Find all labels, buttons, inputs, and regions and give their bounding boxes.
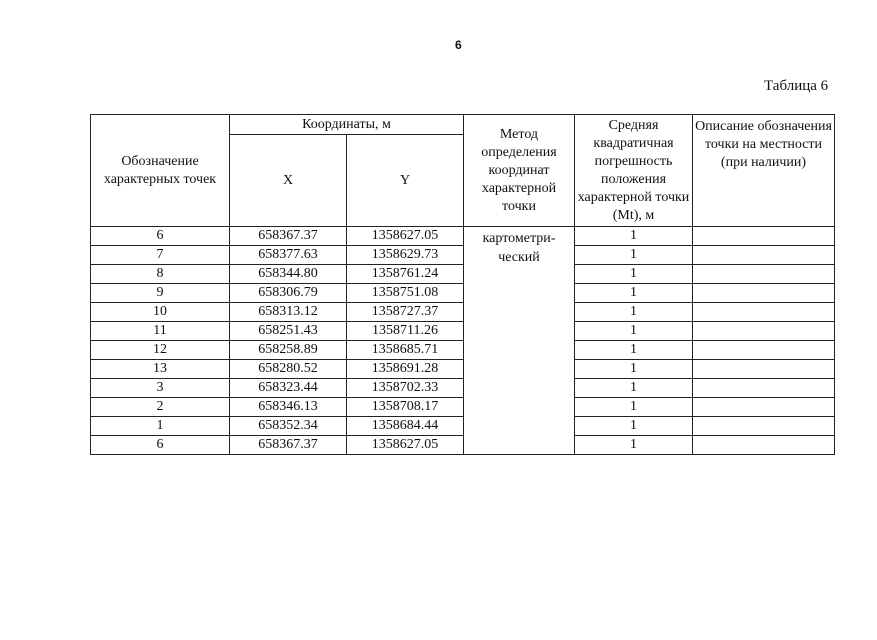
table-row (91, 341, 835, 360)
cell-y: 1358685.71 (347, 341, 464, 360)
cell-description (693, 265, 835, 284)
cell-y: 1358751.08 (347, 284, 464, 303)
cell-x: 658346.13 (230, 398, 347, 417)
cell-point: 9 (91, 284, 230, 303)
table-row (91, 436, 835, 455)
header-error: Средняя квадратичная погрешность положения характерной точки (Mt), м (575, 115, 693, 227)
cell-point: 11 (91, 322, 230, 341)
cell-x: 658323.44 (230, 379, 347, 398)
cell-point: 12 (91, 341, 230, 360)
cell-mt: 1 (575, 398, 693, 417)
cell-x: 658251.43 (230, 322, 347, 341)
cell-point: 10 (91, 303, 230, 322)
cell-point: 7 (91, 246, 230, 265)
cell-y: 1358711.26 (347, 322, 464, 341)
cell-description (693, 436, 835, 455)
cell-mt: 1 (575, 341, 693, 360)
table-row (91, 265, 835, 284)
cell-y: 1358708.17 (347, 398, 464, 417)
cell-description (693, 303, 835, 322)
cell-y: 1358629.73 (347, 246, 464, 265)
cell-y: 1358727.37 (347, 303, 464, 322)
cell-description (693, 322, 835, 341)
table-row (91, 417, 835, 436)
cell-description (693, 360, 835, 379)
cell-mt: 1 (575, 322, 693, 341)
cell-mt: 1 (575, 284, 693, 303)
cell-description (693, 284, 835, 303)
cell-x: 658313.12 (230, 303, 347, 322)
cell-point: 6 (91, 436, 230, 455)
header-description: Описание обозначения точки на местности (при наличии) (693, 115, 835, 227)
table-row (91, 246, 835, 265)
table-row (91, 379, 835, 398)
cell-point: 2 (91, 398, 230, 417)
cell-point: 13 (91, 360, 230, 379)
cell-description (693, 227, 835, 246)
cell-y: 1358702.33 (347, 379, 464, 398)
cell-method: картометри-ческий (464, 227, 575, 455)
cell-y: 1358627.05 (347, 436, 464, 455)
header-x: X (230, 135, 347, 227)
cell-y: 1358691.28 (347, 360, 464, 379)
header-designation: Обозначение характерных точек (91, 115, 230, 227)
header-y: Y (347, 135, 464, 227)
table-row (91, 303, 835, 322)
cell-description (693, 341, 835, 360)
header-coordinates: Координаты, м (230, 115, 464, 135)
cell-description (693, 246, 835, 265)
cell-y: 1358627.05 (347, 227, 464, 246)
cell-y: 1358684.44 (347, 417, 464, 436)
coordinates-table (90, 114, 835, 455)
cell-point: 3 (91, 379, 230, 398)
table-row (91, 398, 835, 417)
cell-x: 658280.52 (230, 360, 347, 379)
cell-x: 658306.79 (230, 284, 347, 303)
page-number: 6 (455, 38, 462, 52)
table-row (91, 322, 835, 341)
cell-description (693, 379, 835, 398)
table-caption: Таблица 6 (764, 78, 829, 94)
header-method: Метод определения координат характерной точки (464, 115, 575, 227)
cell-description (693, 417, 835, 436)
cell-mt: 1 (575, 265, 693, 284)
cell-mt: 1 (575, 303, 693, 322)
table-row (91, 360, 835, 379)
cell-mt: 1 (575, 436, 693, 455)
cell-x: 658258.89 (230, 341, 347, 360)
cell-point: 1 (91, 417, 230, 436)
cell-x: 658367.37 (230, 436, 347, 455)
cell-x: 658352.34 (230, 417, 347, 436)
cell-mt: 1 (575, 227, 693, 246)
cell-mt: 1 (575, 379, 693, 398)
cell-point: 6 (91, 227, 230, 246)
table-row (91, 284, 835, 303)
table-row (91, 227, 835, 246)
cell-x: 658367.37 (230, 227, 347, 246)
cell-mt: 1 (575, 360, 693, 379)
cell-y: 1358761.24 (347, 265, 464, 284)
cell-description (693, 398, 835, 417)
cell-x: 658344.80 (230, 265, 347, 284)
cell-x: 658377.63 (230, 246, 347, 265)
cell-mt: 1 (575, 246, 693, 265)
cell-mt: 1 (575, 417, 693, 436)
cell-point: 8 (91, 265, 230, 284)
